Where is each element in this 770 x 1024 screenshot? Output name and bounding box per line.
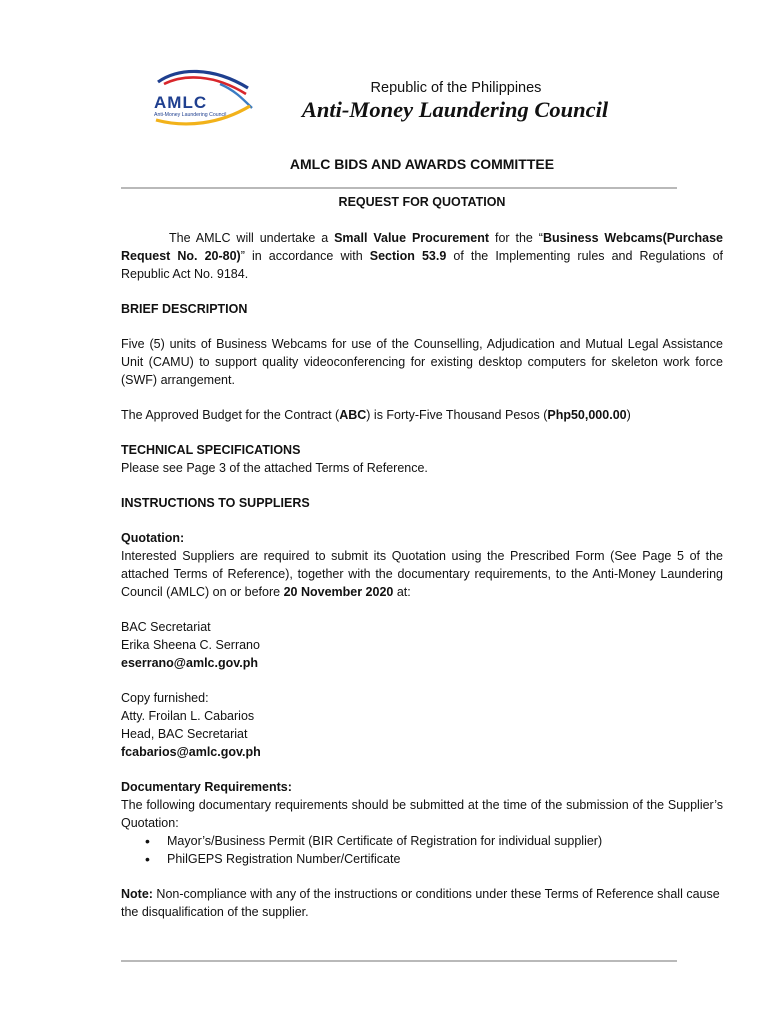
contact1-line2: Erika Sheena C. Serrano [121, 638, 260, 652]
contact2-line2: Atty. Froilan L. Cabarios [121, 709, 255, 723]
contact2-line3: Head, BAC Secretariat [121, 727, 248, 741]
brief-description-text: Five (5) units of Business Webcams for use of the Counselling, Adjudication and Mutual Legal Assistance Unit (CAMU) to support quality videoconferencing for existing desktop computers for skeleton work force (SWF) arrangement. [121, 337, 723, 387]
note-paragraph: Note: Non-compliance with any of the instructions or conditions under these Terms of Reference shall cause the disqualification of the supplier. [121, 887, 720, 919]
list-item: • PhilGEPS Registration Number/Certificate [121, 850, 723, 868]
contact1-line1: BAC Secretariat [121, 620, 211, 634]
documentary-requirements-text: The following documentary requirements should be submitted at the time of the submission of the Supplier’s Quotation: [121, 798, 723, 830]
list-item: • Mayor’s/Business Permit (BIR Certificate of Registration for individual supplier) [121, 832, 723, 850]
contact2-email[interactable]: fcabarios@amlc.gov.ph [121, 745, 261, 759]
divider-top [121, 187, 677, 189]
logo-tagline: Anti-Money Laundering Council [154, 112, 227, 118]
agency-name: Anti-Money Laundering Council [301, 97, 609, 122]
technical-specs-text: Please see Page 3 of the attached Terms of Reference. [121, 461, 428, 475]
requirements-list [121, 832, 723, 868]
document-title: REQUEST FOR QUOTATION [338, 195, 506, 209]
divider-bottom [121, 960, 677, 962]
documentary-requirements-heading: Documentary Requirements: [121, 780, 292, 794]
contact1-email[interactable]: eserrano@amlc.gov.ph [121, 656, 258, 670]
logo-text: AMLC [154, 93, 208, 112]
quotation-heading: Quotation: [121, 531, 185, 545]
amlc-logo [150, 68, 258, 128]
document-body [121, 229, 723, 921]
country-name: Republic of the Philippines [370, 80, 542, 96]
brief-description-heading: BRIEF DESCRIPTION [121, 302, 248, 316]
quotation-text: Interested Suppliers are required to submit its Quotation using the Prescribed Form (See Page 5 of the attached Terms of Reference), together with the documentary requirements, to the Anti-Money Laundering Council (AMLC) on or before 20 November 2020 at: [121, 549, 723, 599]
intro-paragraph: The AMLC will undertake a Small Value Procurement for the “Business Webcams(Purchase Request No. 20-80)” in accordance with Section 53.9 of the Implementing rules and Regulations of Republic Act No. 9184. [121, 231, 724, 281]
committee-title: AMLC BIDS AND AWARDS COMMITTEE [289, 156, 555, 172]
technical-specs-heading: TECHNICAL SPECIFICATIONS [121, 443, 301, 457]
instructions-heading: INSTRUCTIONS TO SUPPLIERS [121, 496, 310, 510]
contact2-line1: Copy furnished: [121, 691, 209, 705]
abc-paragraph: The Approved Budget for the Contract (ABC) is Forty-Five Thousand Pesos (Php50,000.00) [121, 408, 631, 422]
